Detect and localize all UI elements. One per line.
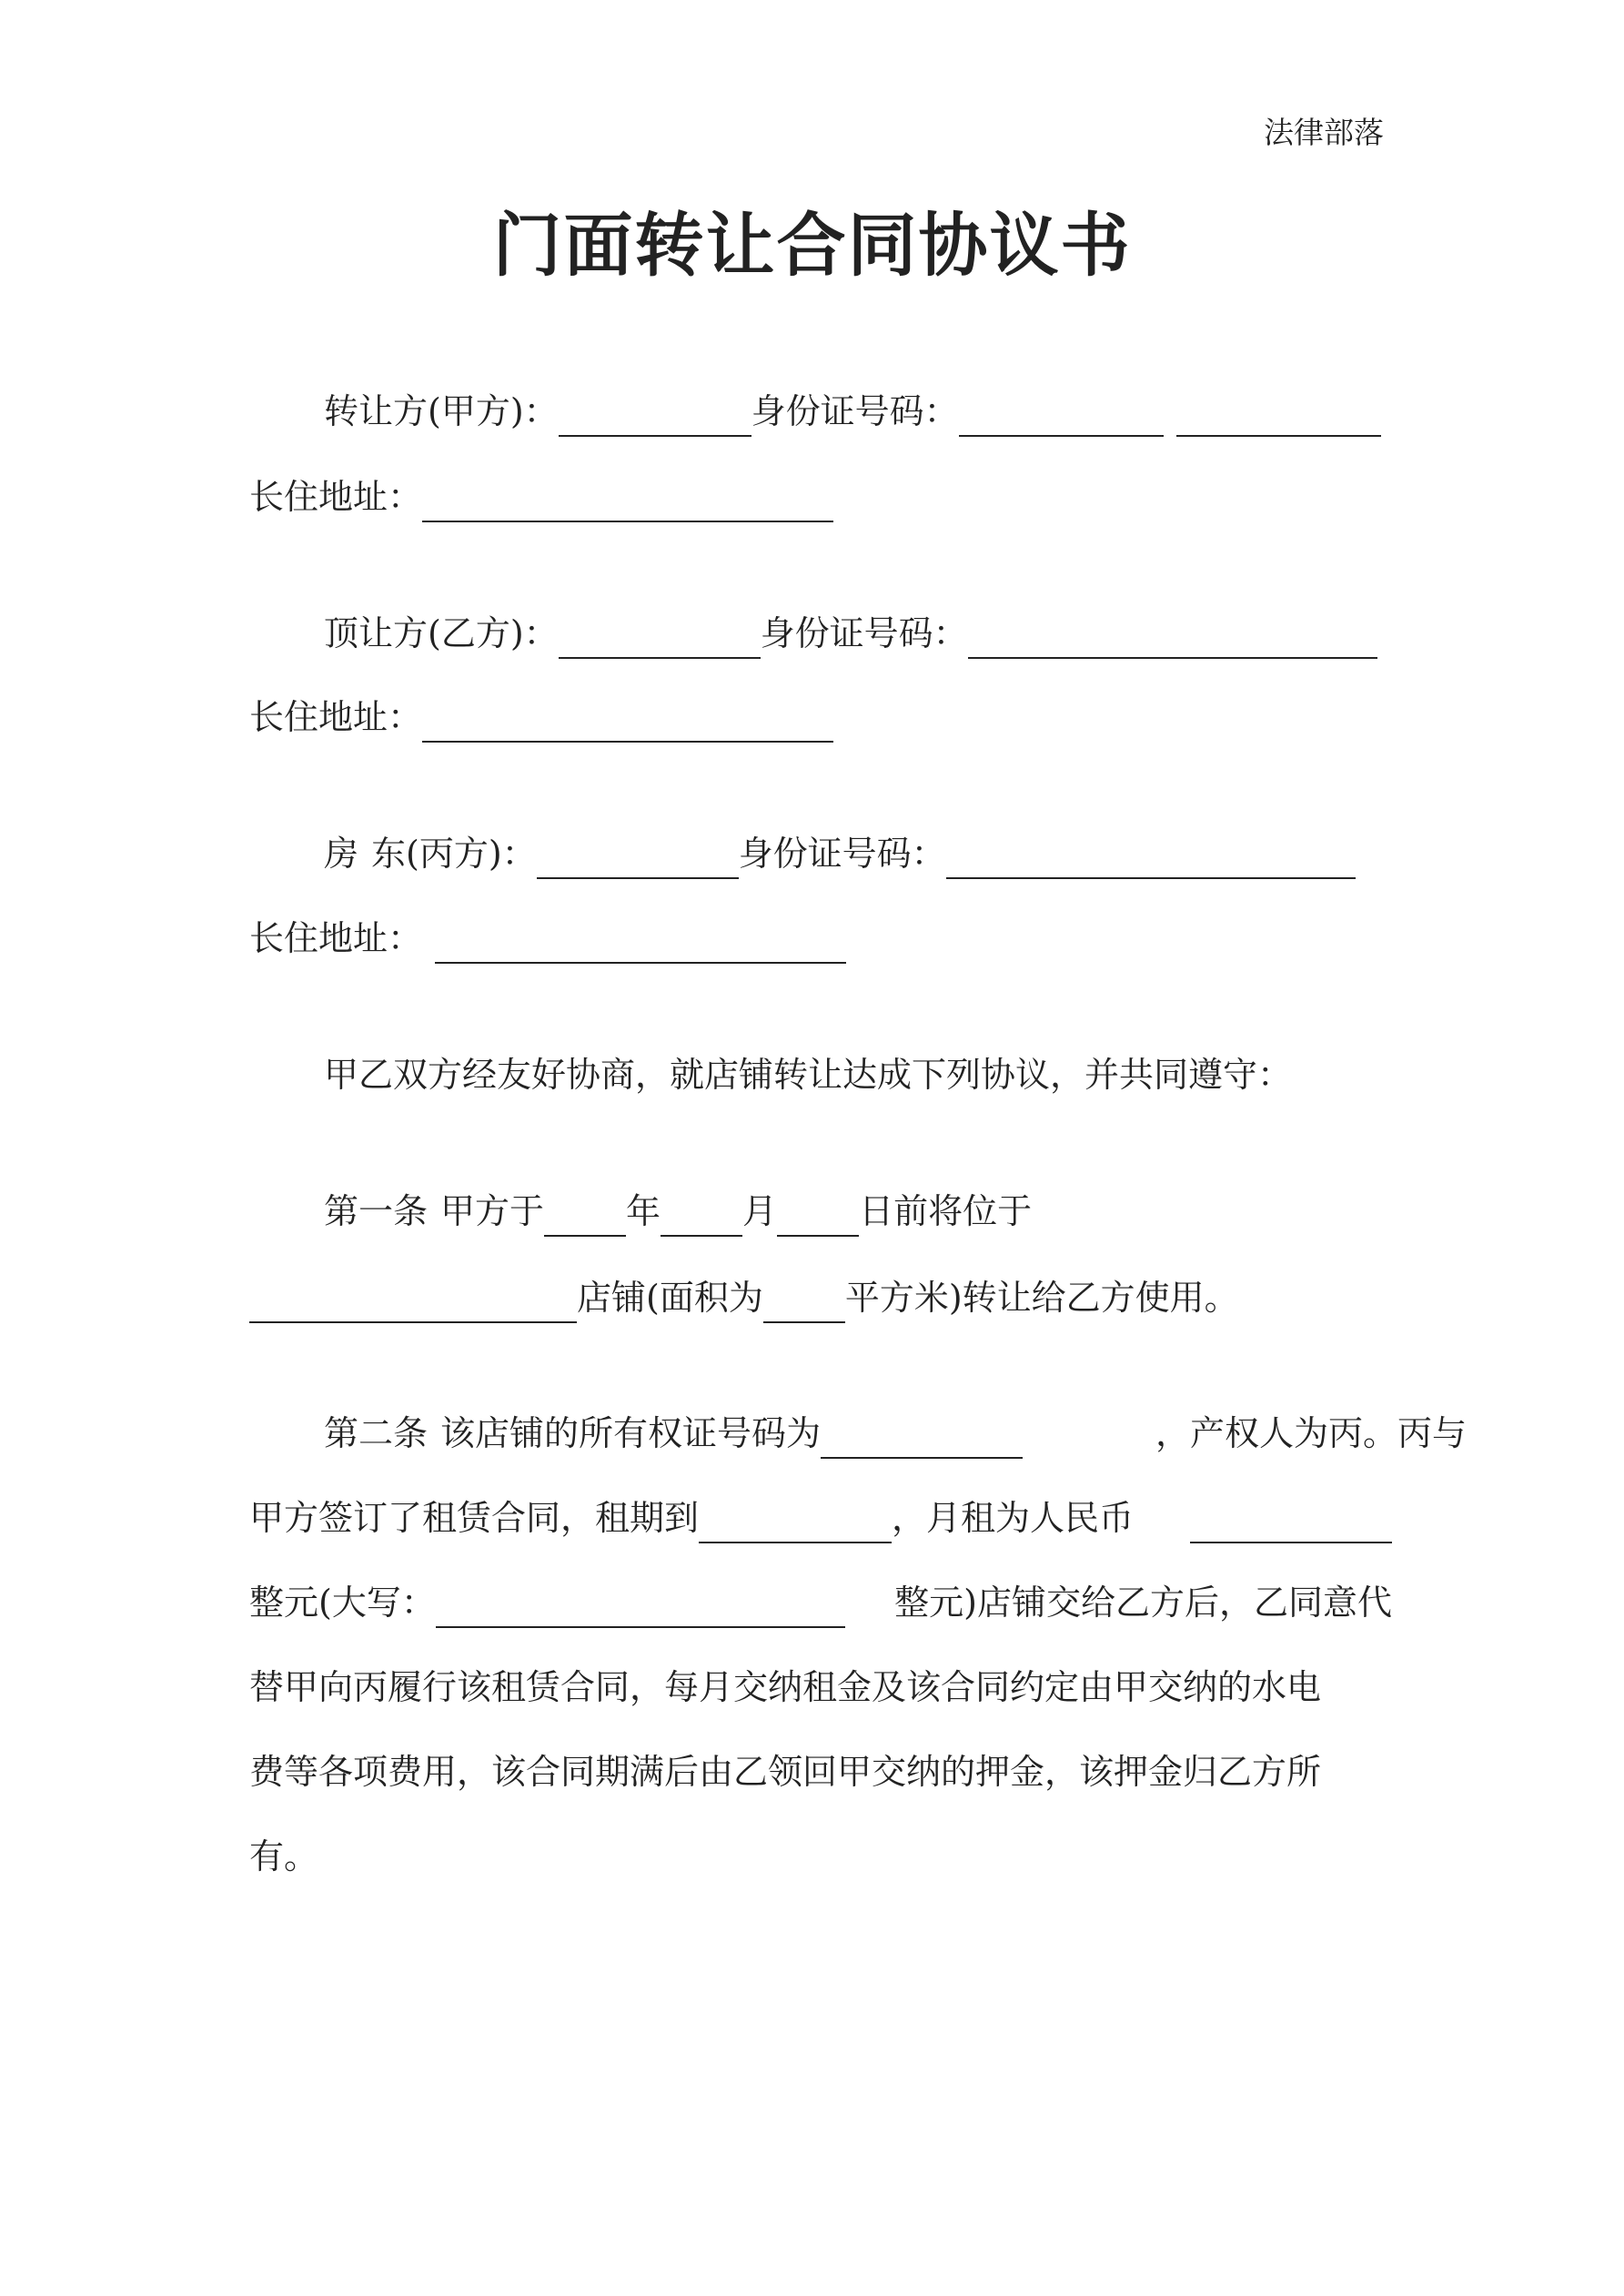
article-2-line-3 <box>249 1577 1392 1628</box>
article-2-line-3-left <box>249 1577 845 1628</box>
article-1-line-2 <box>249 1272 1392 1323</box>
article-1-text-2: 店铺(面积为 <box>577 1278 763 1318</box>
day-blank[interactable] <box>777 1195 859 1237</box>
party-b-id-label: 身份证号码： <box>760 613 968 653</box>
party-c-label-part1: 房 <box>324 834 359 874</box>
article-1-day-text: 日前将位于 <box>859 1191 1033 1231</box>
party-c-address-blank[interactable] <box>435 922 846 964</box>
party-a-label: 转让方(甲方)： <box>324 391 559 431</box>
article-2-line-1-a: 该店铺的所有权证号码为 <box>440 1413 822 1453</box>
article-2-line-1-b: ，产权人为丙。丙与 <box>1155 1413 1467 1453</box>
year-label: 年 <box>626 1191 661 1231</box>
source-label: 法律部落 <box>1264 115 1384 150</box>
party-b-line <box>249 608 1467 659</box>
party-c-address-label: 长住地址： <box>249 918 423 958</box>
monthly-rent-blank[interactable] <box>1190 1502 1392 1543</box>
party-b-address-line <box>249 692 1392 743</box>
article-1-text-1: 甲方于 <box>440 1191 545 1231</box>
shop-location-blank[interactable] <box>249 1281 577 1323</box>
article-2-line-3-a: 整元(大写： <box>249 1583 436 1623</box>
article-2-line-1 <box>249 1408 1467 1459</box>
party-c-address-line <box>249 913 1392 964</box>
article-2-line-1-left <box>324 1408 1023 1459</box>
party-a-address-blank[interactable] <box>422 480 833 522</box>
party-a-address-label: 长住地址： <box>249 477 423 517</box>
article-2-line-3-b: 整元)店铺交给乙方后，乙同意代 <box>894 1583 1392 1623</box>
party-a-id-blank-2[interactable] <box>1176 395 1381 437</box>
article-1-heading: 第一条 <box>324 1191 429 1231</box>
lease-term-blank[interactable] <box>699 1502 892 1543</box>
article-1-line-1 <box>249 1186 1467 1237</box>
party-c-label-part2: 东(丙方)： <box>371 834 537 874</box>
party-a-id-blank[interactable] <box>959 395 1164 437</box>
article-2-line-2-b: ，月租为人民币 <box>892 1498 1135 1538</box>
article-2-line-6: 有。 <box>249 1836 319 1876</box>
party-b-name-blank[interactable] <box>559 617 761 659</box>
area-blank[interactable] <box>763 1281 845 1323</box>
party-a-id-label: 身份证号码： <box>751 391 959 431</box>
intro-paragraph: 甲乙双方经友好协商，就店铺转让达成下列协议，并共同遵守： <box>324 1055 1293 1095</box>
article-1-text-3: 平方米)转让给乙方使用。 <box>844 1278 1239 1318</box>
party-c-id-blank[interactable] <box>946 837 1356 879</box>
party-b-address-blank[interactable] <box>422 701 833 743</box>
article-2-line-2-left <box>249 1492 1134 1543</box>
party-b-address-label: 长住地址： <box>249 697 423 737</box>
month-blank[interactable] <box>661 1195 742 1237</box>
article-2-line-4: 替甲向丙履行该租赁合同，每月交纳租金及该合同约定由甲交纳的水电 <box>249 1667 1322 1707</box>
party-c-id-label: 身份证号码： <box>738 834 946 874</box>
party-a-line <box>249 386 1467 437</box>
month-label: 月 <box>742 1191 778 1231</box>
rent-uppercase-blank[interactable] <box>436 1586 845 1628</box>
party-a-name-blank[interactable] <box>559 395 751 437</box>
year-blank[interactable] <box>544 1195 626 1237</box>
document-title: 门面转让合同协议书 <box>492 205 1132 286</box>
ownership-cert-blank[interactable] <box>821 1417 1023 1459</box>
party-b-label: 顶让方(乙方)： <box>324 613 559 653</box>
article-2-line-5: 费等各项费用，该合同期满后由乙领回甲交纳的押金，该押金归乙方所 <box>249 1752 1322 1792</box>
party-c-line <box>249 828 1467 879</box>
article-2-line-2 <box>249 1492 1392 1543</box>
article-2-heading: 第二条 <box>324 1413 429 1453</box>
party-a-address-line <box>249 471 1392 522</box>
article-2-line-2-a: 甲方签订了租赁合同，租期到 <box>249 1498 700 1538</box>
party-c-name-blank[interactable] <box>537 837 739 879</box>
party-b-id-blank[interactable] <box>968 617 1377 659</box>
